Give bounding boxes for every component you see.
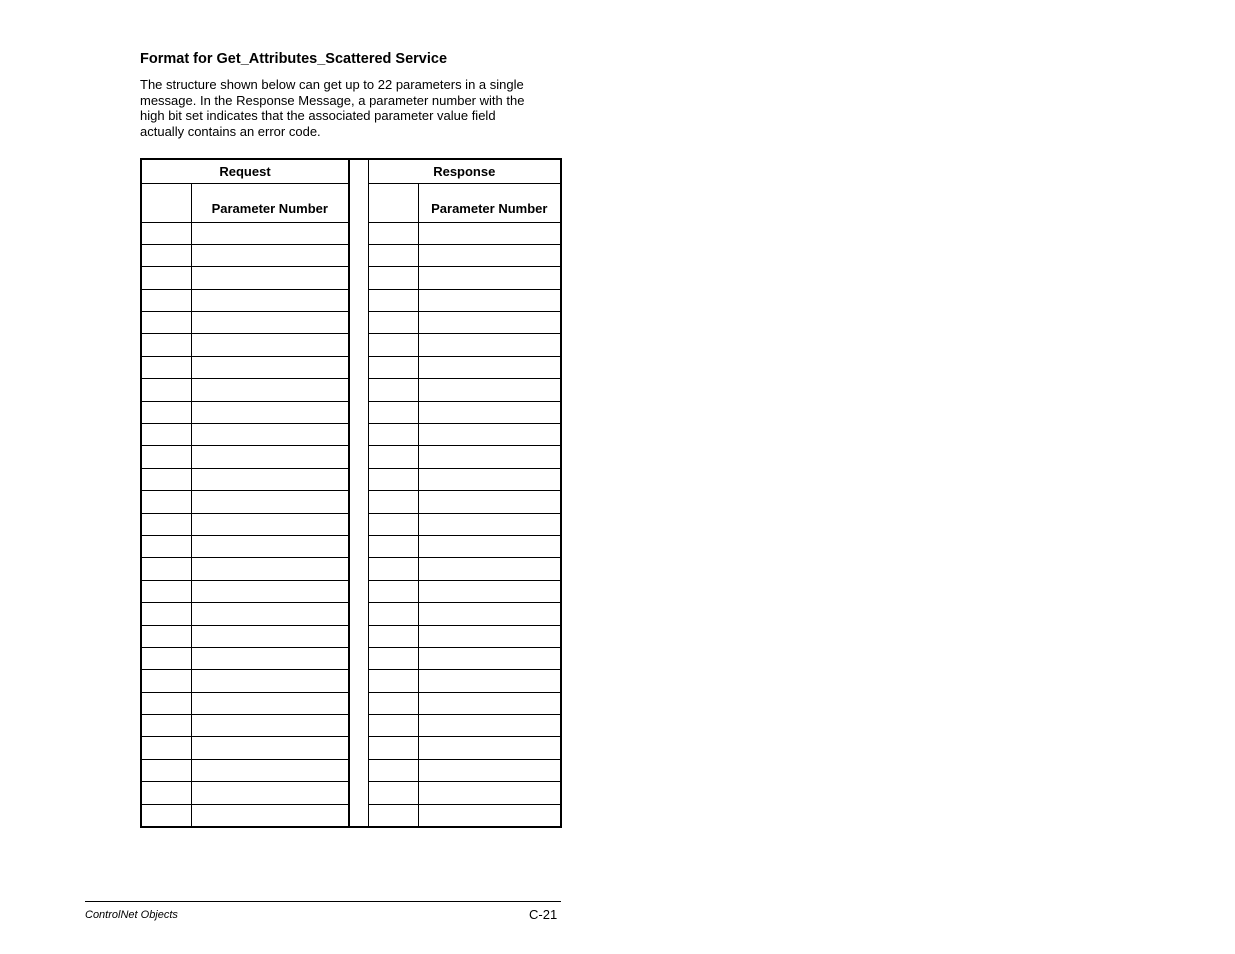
response-param-cell — [418, 468, 561, 490]
request-index-cell — [141, 379, 191, 401]
description-line: The structure shown below can get up to 22 parameters in a single — [140, 77, 524, 92]
request-param-cell — [191, 267, 349, 289]
response-index-cell — [368, 468, 418, 490]
request-index-cell — [141, 647, 191, 669]
request-index-cell — [141, 558, 191, 580]
request-param-cell — [191, 535, 349, 557]
request-index-cell — [141, 513, 191, 535]
request-param-cell — [191, 446, 349, 468]
response-index-cell — [368, 580, 418, 602]
request-param-cell — [191, 468, 349, 490]
response-header: Response — [368, 159, 561, 183]
response-index-cell — [368, 183, 418, 222]
request-param-cell — [191, 625, 349, 647]
response-param-cell — [418, 715, 561, 737]
request-index-cell — [141, 759, 191, 781]
response-param-cell — [418, 356, 561, 378]
table-header-row — [141, 159, 561, 183]
response-index-cell — [368, 759, 418, 781]
request-header: Request — [141, 159, 349, 183]
description-line: actually contains an error code. — [140, 123, 321, 139]
response-param-cell — [418, 401, 561, 423]
response-param-cell — [418, 670, 561, 692]
response-index-cell — [368, 289, 418, 311]
request-param-cell — [191, 334, 349, 356]
response-index-cell — [368, 670, 418, 692]
response-index-cell — [368, 401, 418, 423]
request-index-cell — [141, 625, 191, 647]
request-index-cell — [141, 183, 191, 222]
response-index-cell — [368, 379, 418, 401]
response-param-cell — [418, 244, 561, 266]
response-index-cell — [368, 424, 418, 446]
request-param-cell — [191, 647, 349, 669]
column-gap — [349, 159, 368, 827]
response-index-cell — [368, 603, 418, 625]
description-paragraph — [140, 77, 565, 139]
request-param-cell — [191, 782, 349, 804]
response-param-cell — [418, 580, 561, 602]
response-index-cell — [368, 535, 418, 557]
request-index-cell — [141, 244, 191, 266]
response-param-cell — [418, 513, 561, 535]
request-param-header: Parameter Number — [191, 183, 349, 222]
request-index-cell — [141, 334, 191, 356]
request-param-cell — [191, 580, 349, 602]
request-param-cell — [191, 379, 349, 401]
response-param-cell — [418, 334, 561, 356]
response-index-cell — [368, 625, 418, 647]
request-index-cell — [141, 715, 191, 737]
request-param-cell — [191, 312, 349, 334]
request-param-cell — [191, 558, 349, 580]
response-param-cell — [418, 625, 561, 647]
request-param-cell — [191, 692, 349, 714]
response-index-cell — [368, 647, 418, 669]
response-param-cell — [418, 804, 561, 826]
response-param-cell — [418, 424, 561, 446]
request-index-cell — [141, 312, 191, 334]
request-param-cell — [191, 356, 349, 378]
request-index-cell — [141, 289, 191, 311]
footer-page-number: C-21 — [529, 907, 558, 922]
section-heading: Format for Get_Attributes_Scattered Service — [140, 51, 448, 67]
footer-rule — [85, 901, 561, 902]
response-index-cell — [368, 558, 418, 580]
request-index-cell — [141, 356, 191, 378]
description-line: high bit set indicates that the associated parameter value field — [140, 108, 496, 124]
request-index-cell — [141, 424, 191, 446]
response-param-cell — [418, 446, 561, 468]
request-index-cell — [141, 446, 191, 468]
request-index-cell — [141, 401, 191, 423]
response-param-cell — [418, 603, 561, 625]
request-param-cell — [191, 603, 349, 625]
response-param-cell — [418, 312, 561, 334]
response-index-cell — [368, 312, 418, 334]
request-index-cell — [141, 692, 191, 714]
response-index-cell — [368, 782, 418, 804]
request-index-cell — [141, 267, 191, 289]
response-param-cell — [418, 692, 561, 714]
response-index-cell — [368, 692, 418, 714]
request-index-cell — [141, 580, 191, 602]
request-param-cell — [191, 715, 349, 737]
response-param-cell — [418, 759, 561, 781]
response-param-cell — [418, 647, 561, 669]
request-param-cell — [191, 670, 349, 692]
response-index-cell — [368, 244, 418, 266]
request-param-cell — [191, 424, 349, 446]
response-index-cell — [368, 446, 418, 468]
response-param-cell — [418, 289, 561, 311]
request-index-cell — [141, 804, 191, 826]
request-param-cell — [191, 513, 349, 535]
response-index-cell — [368, 513, 418, 535]
request-index-cell — [141, 491, 191, 513]
footer-section-title: ControlNet Objects — [85, 909, 178, 921]
request-param-cell — [191, 289, 349, 311]
response-param-cell — [418, 379, 561, 401]
response-index-cell — [368, 267, 418, 289]
request-index-cell — [141, 535, 191, 557]
request-index-cell — [141, 468, 191, 490]
response-index-cell — [368, 737, 418, 759]
response-index-cell — [368, 222, 418, 244]
request-index-cell — [141, 737, 191, 759]
response-param-cell — [418, 782, 561, 804]
response-param-cell — [418, 558, 561, 580]
description-line: message. In the Response Message, a parameter number with the — [140, 92, 525, 108]
request-param-cell — [191, 222, 349, 244]
response-param-cell — [418, 737, 561, 759]
response-param-header: Parameter Number — [418, 183, 561, 222]
request-param-cell — [191, 737, 349, 759]
response-index-cell — [368, 804, 418, 826]
response-param-cell — [418, 222, 561, 244]
response-index-cell — [368, 715, 418, 737]
request-param-cell — [191, 401, 349, 423]
request-param-cell — [191, 491, 349, 513]
request-index-cell — [141, 670, 191, 692]
request-index-cell — [141, 222, 191, 244]
request-param-cell — [191, 244, 349, 266]
request-index-cell — [141, 782, 191, 804]
response-param-cell — [418, 491, 561, 513]
response-index-cell — [368, 356, 418, 378]
response-index-cell — [368, 491, 418, 513]
request-index-cell — [141, 603, 191, 625]
response-index-cell — [368, 334, 418, 356]
message-format-table — [140, 158, 562, 828]
response-param-cell — [418, 267, 561, 289]
request-param-cell — [191, 804, 349, 826]
response-param-cell — [418, 535, 561, 557]
request-param-cell — [191, 759, 349, 781]
